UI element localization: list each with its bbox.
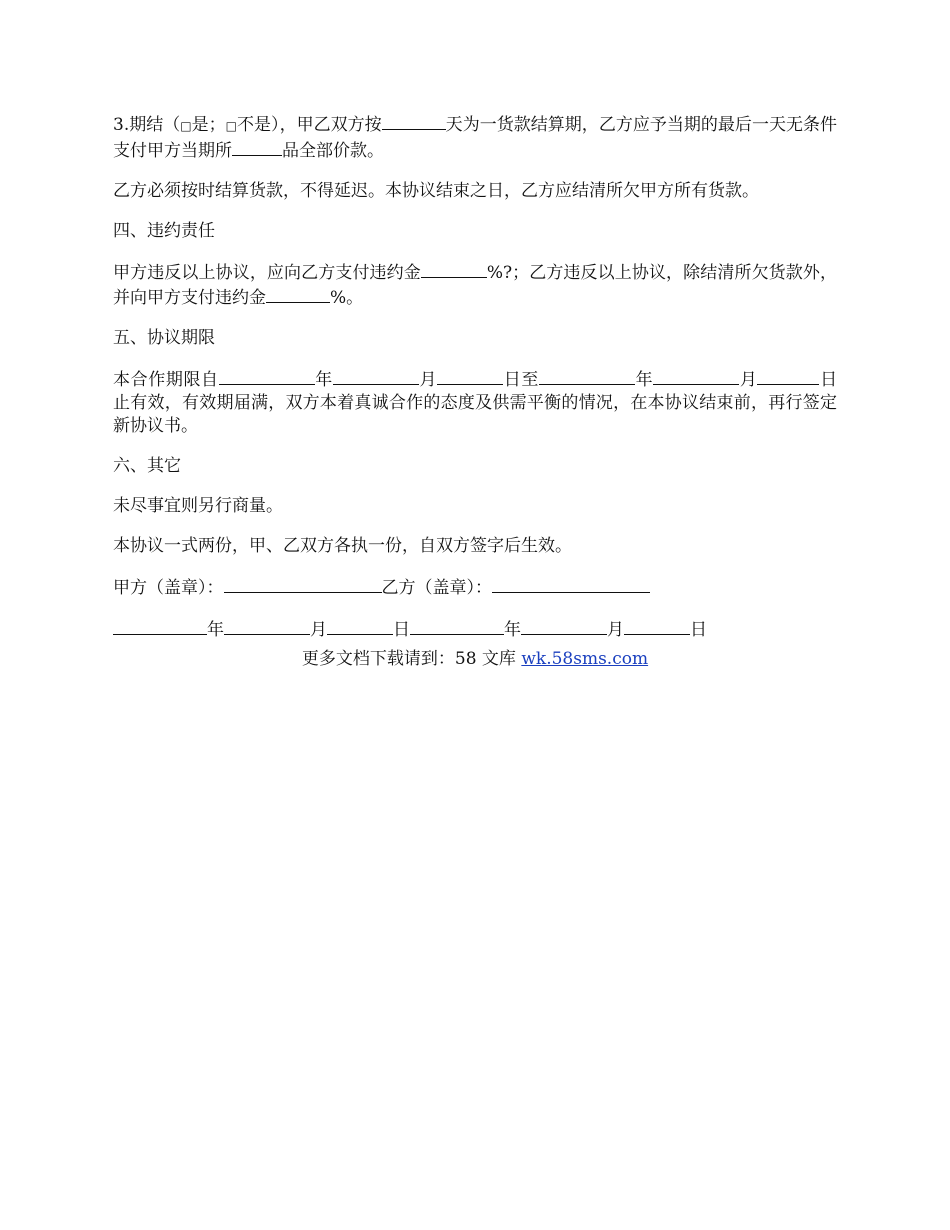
section-heading-liability: 四、违约责任 — [113, 221, 215, 241]
start-month-blank — [333, 367, 419, 385]
end-year-blank — [539, 367, 635, 385]
party-b-signature-blank — [492, 575, 650, 593]
settlement-text-start: 3.期结（ — [113, 115, 181, 135]
section-heading-other: 六、其它 — [113, 456, 181, 476]
signature-line — [113, 575, 837, 600]
other-paragraph: 未尽事宜则另行商量。 — [113, 496, 283, 516]
footer-text: 更多文档下载请到：58 文库 — [301, 649, 522, 669]
term-text-rest: 日止有效，有效期届满，双方本着真诚合作的态度及供需平衡的情况，在本协议结束前，再行签定新协议书。 — [113, 370, 838, 436]
party-b-month-blank — [521, 617, 607, 635]
party-a-signature-blank — [224, 575, 382, 593]
term-year-1: 年 — [314, 370, 333, 390]
term-year-2: 年 — [634, 370, 654, 390]
payment-paragraph: 乙方必须按时结算货款，不得延迟。本协议结束之日，乙方应结清所欠甲方所有货款。 — [113, 181, 759, 201]
date-month-a: 月 — [310, 620, 327, 640]
party-b-day-blank — [624, 617, 690, 635]
document-body — [113, 112, 837, 659]
term-month-2: 月 — [739, 370, 758, 390]
option-yes-label: 是； — [191, 115, 226, 135]
party-b-seal-label: 乙方（盖章）： — [381, 578, 492, 598]
date-day-b: 日 — [690, 620, 707, 640]
date-year-a: 年 — [207, 620, 224, 640]
liability-text-end: %。 — [330, 288, 364, 308]
term-month-1: 月 — [418, 370, 438, 390]
checkbox-no-icon[interactable]: □ — [225, 119, 238, 133]
footer-link[interactable]: wk.58sms.com — [521, 649, 649, 669]
settlement-text-mid: 天为一货款结算期，乙方应予当期的最后一天无条件支付甲方当期所 — [113, 115, 838, 161]
party-a-day-blank — [327, 617, 393, 635]
party-a-seal-label: 甲方（盖章）： — [113, 578, 224, 598]
copies-paragraph: 本协议一式两份，甲、乙双方各执一份，自双方签字后生效。 — [113, 536, 572, 556]
date-line — [113, 617, 837, 642]
settlement-paragraph — [113, 112, 837, 163]
party-a-year-blank — [113, 617, 207, 635]
liability-text-start: 甲方违反以上协议，应向乙方支付违约金 — [113, 263, 421, 283]
term-text-start: 本合作期限自 — [113, 370, 219, 390]
days-blank — [382, 112, 446, 130]
option-no-label: 不是），甲乙双方按 — [237, 115, 382, 135]
end-day-blank — [757, 367, 819, 385]
liability-paragraph — [113, 260, 837, 310]
term-paragraph — [113, 367, 837, 438]
product-blank — [232, 138, 282, 156]
party-a-month-blank — [224, 617, 310, 635]
date-day-a: 日 — [393, 620, 410, 640]
start-year-blank — [219, 367, 315, 385]
end-month-blank — [653, 367, 739, 385]
penalty-b-blank — [266, 285, 330, 303]
download-footer — [0, 648, 950, 671]
liability-text-mid: %?；乙方违反以上协议，除结清所欠货款外，并向甲方支付违约金 — [113, 263, 837, 308]
term-day-1: 日至 — [503, 370, 539, 390]
date-year-b: 年 — [504, 620, 521, 640]
checkbox-yes-icon[interactable]: □ — [180, 119, 192, 133]
party-b-year-blank — [410, 617, 504, 635]
date-month-b: 月 — [607, 620, 624, 640]
start-day-blank — [437, 367, 503, 385]
section-heading-term: 五、协议期限 — [113, 328, 215, 348]
penalty-a-blank — [421, 260, 487, 278]
settlement-text-end: 品全部价款。 — [282, 141, 384, 161]
